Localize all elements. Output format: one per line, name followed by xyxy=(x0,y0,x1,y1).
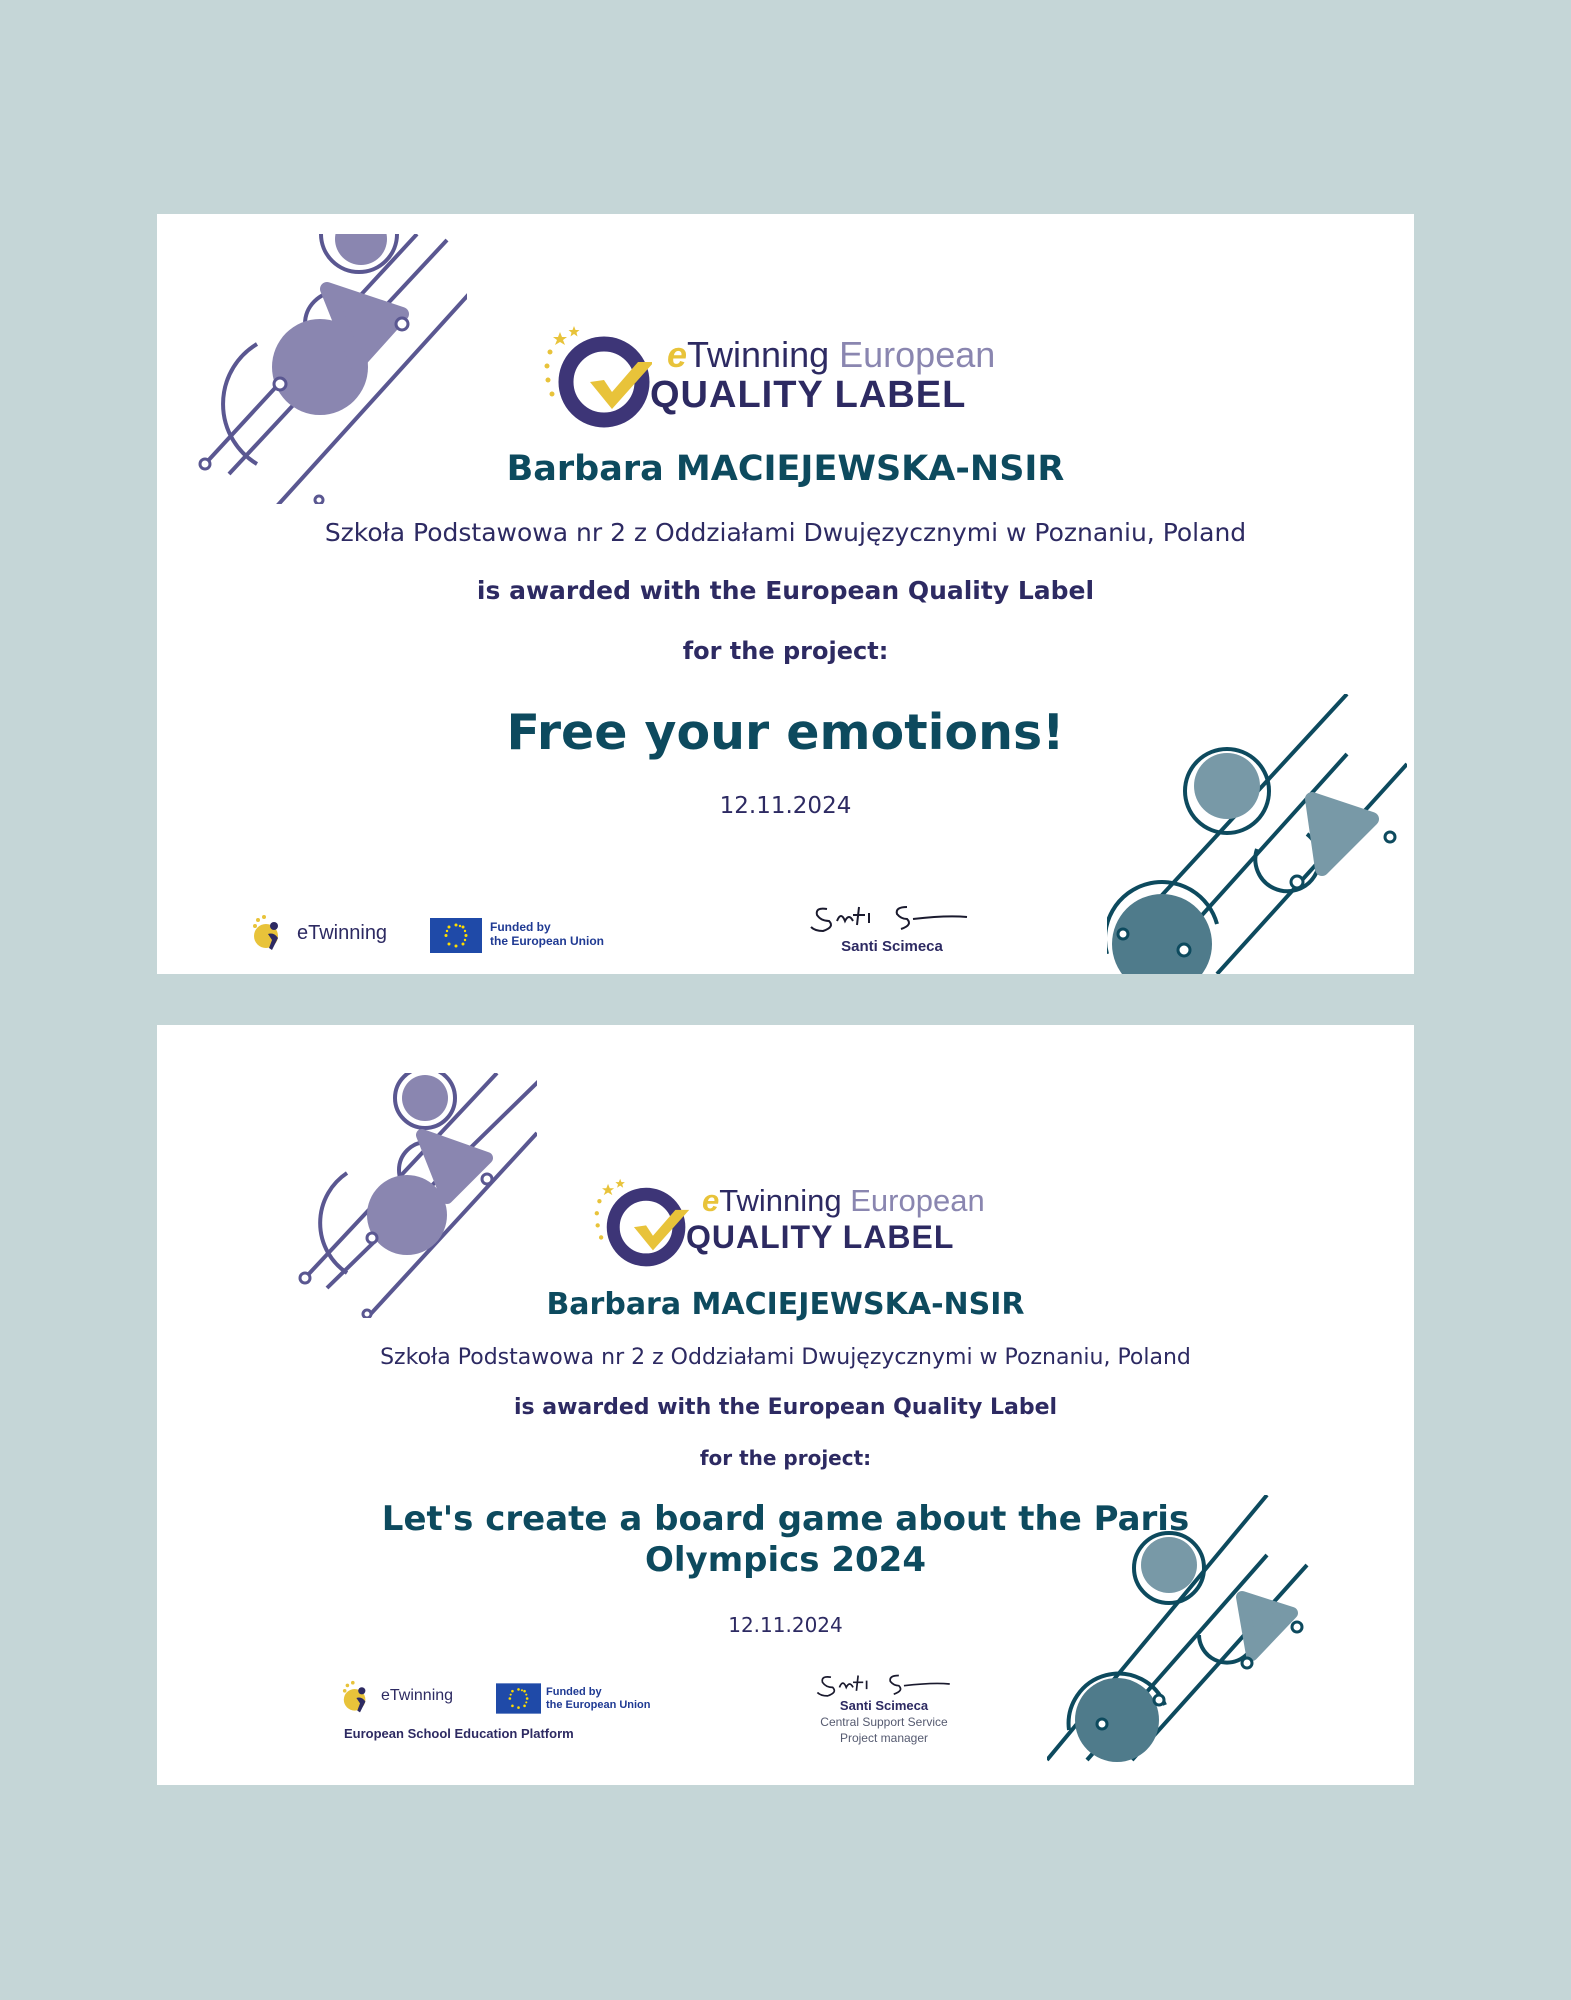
certificate-1 xyxy=(157,214,1414,974)
decorative-shapes-top-left xyxy=(297,1073,537,1318)
etwinning-footer-label: eTwinning xyxy=(297,922,388,944)
recipient-name: Barbara MACIEJEWSKA-NSIR xyxy=(506,449,1065,489)
logo-quality-label: QUALITY LABEL xyxy=(686,1219,955,1255)
for-project-label: for the project: xyxy=(699,1446,872,1470)
for-project-label: for the project: xyxy=(682,637,889,665)
signatory-name: Santi Scimeca xyxy=(841,938,943,955)
logo-e-prefix: e xyxy=(702,1183,720,1218)
signature-image xyxy=(807,897,972,937)
award-statement: is awarded with the European Quality Label xyxy=(476,576,1095,605)
logo-e-prefix: e xyxy=(667,334,688,375)
project-title: Let's create a board game about the Paris Olympics 2024 xyxy=(381,1499,1190,1580)
eu-funded-line-1: Funded by xyxy=(490,920,551,934)
certificate-2 xyxy=(157,1025,1414,1785)
school-name: Szkoła Podstawowa nr 2 z Oddziałami Dwujęzycznymi w Poznaniu, Poland xyxy=(324,518,1247,547)
logo-quality-label: QUALITY LABEL xyxy=(650,374,967,416)
etwinning-logo-icon xyxy=(342,1680,378,1716)
quality-label-logo xyxy=(542,324,1042,434)
eu-funded-line-1: Funded by xyxy=(546,1686,602,1698)
logo-twinning: Twinning xyxy=(687,334,830,375)
eu-funded-text xyxy=(490,921,604,949)
award-statement: is awarded with the European Quality Label xyxy=(513,1395,1058,1420)
quality-label-logo xyxy=(590,1177,1050,1272)
etwinning-logo-icon xyxy=(252,914,292,954)
eu-flag-icon xyxy=(496,1683,541,1714)
signatory-role-2: Project manager xyxy=(839,1731,929,1745)
logo-european: European xyxy=(850,1183,985,1218)
logo-twinning: Twinning xyxy=(719,1183,842,1218)
award-date: 12.11.2024 xyxy=(719,793,852,819)
etwinning-footer-label: eTwinning xyxy=(381,1687,454,1704)
logo-european: European xyxy=(839,334,996,375)
quality-label-emblem-icon xyxy=(542,324,652,434)
award-date: 12.11.2024 xyxy=(728,1613,843,1637)
eu-flag-icon xyxy=(430,918,482,953)
eu-funded-text xyxy=(546,1686,651,1711)
school-name: Szkoła Podstawowa nr 2 z Oddziałami Dwujęzycznymi w Poznaniu, Poland xyxy=(380,1345,1191,1370)
project-title: Free your emotions! xyxy=(506,704,1065,761)
signature-image xyxy=(814,1667,954,1701)
quality-label-emblem-icon xyxy=(590,1177,690,1272)
signatory-role-1: Central Support Service xyxy=(820,1715,948,1729)
recipient-name: Barbara MACIEJEWSKA-NSIR xyxy=(546,1287,1025,1322)
eu-funded-line-2: the European Union xyxy=(546,1698,651,1711)
signatory-name: Santi Scimeca xyxy=(839,1698,929,1713)
eu-funded-line-2: the European Union xyxy=(490,933,604,948)
platform-label: European School Education Platform xyxy=(344,1726,574,1741)
